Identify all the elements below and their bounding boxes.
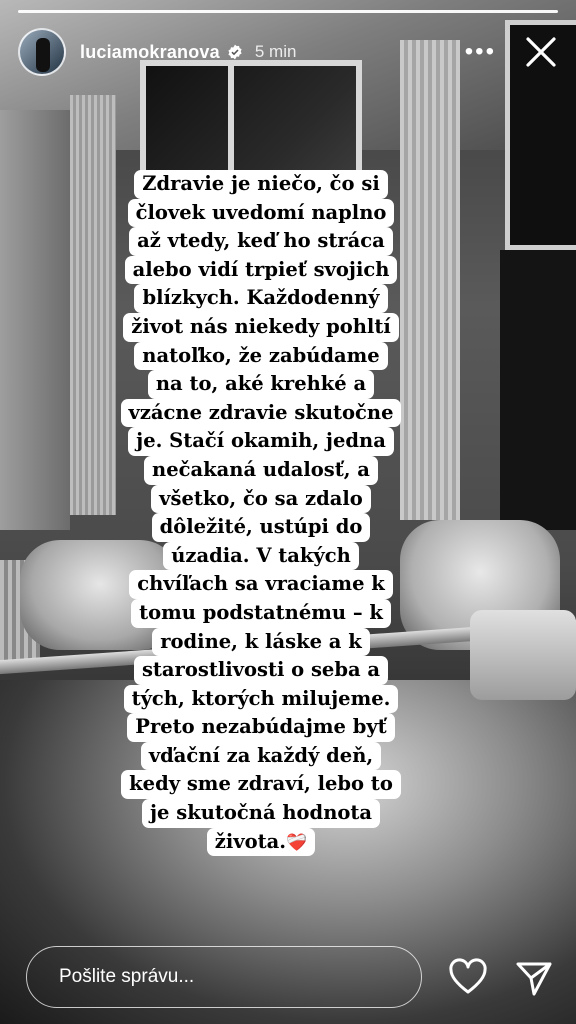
caption-line-text: dôležité, ustúpi do — [159, 515, 363, 539]
caption-row — [100, 313, 422, 342]
caption-row — [100, 570, 422, 599]
caption-line-text: tomu podstatnému – k — [139, 600, 383, 624]
caption-line — [152, 628, 369, 657]
story-header — [18, 24, 558, 80]
caption-line — [134, 284, 387, 313]
caption-row — [100, 656, 422, 685]
caption-line — [129, 570, 393, 599]
caption-row — [100, 742, 422, 771]
caption-row — [100, 370, 422, 399]
caption-line-text: rodine, k láske a k — [160, 629, 362, 653]
caption-row — [100, 227, 422, 256]
caption-row — [100, 485, 422, 514]
caption-row — [100, 770, 422, 799]
wall-left — [0, 110, 70, 530]
caption-line-text: na to, aké krehké a — [155, 372, 367, 396]
caption-row — [100, 456, 422, 485]
caption-line — [134, 170, 387, 199]
caption-row — [100, 399, 422, 428]
caption-line — [134, 656, 388, 685]
message-field-container[interactable] — [26, 946, 422, 1008]
caption-line — [151, 485, 371, 514]
avatar[interactable] — [18, 28, 66, 76]
caption-line — [121, 770, 401, 799]
caption-row — [100, 427, 422, 456]
caption-row — [100, 513, 422, 542]
message-input[interactable] — [57, 965, 401, 989]
caption-line — [163, 542, 359, 571]
caption-line-text: chvíľach sa vraciame k — [137, 572, 385, 596]
caption-line — [144, 456, 378, 485]
caption-line — [125, 256, 398, 285]
medical-monitor — [470, 610, 576, 700]
caption-line-text: všetko, čo sa zdalo — [159, 486, 363, 510]
caption-line-text: až vtedy, keď ho stráca — [137, 229, 385, 253]
caption-line-text: nečakaná udalosť, a — [152, 457, 370, 481]
caption-row — [100, 542, 422, 571]
send-icon[interactable] — [514, 958, 554, 998]
caption-line-text: Preto nezabúdajme byť — [135, 715, 387, 739]
caption-line — [148, 370, 374, 399]
caption-line — [134, 342, 387, 371]
caption-row — [100, 685, 422, 714]
caption-row — [100, 713, 422, 742]
caption-line-text: starostlivosti o seba a — [141, 658, 381, 682]
caption-line — [207, 828, 315, 857]
caption-line-text: kedy sme zdraví, lebo to — [129, 772, 393, 796]
caption-line — [128, 427, 394, 456]
heart-icon[interactable] — [448, 958, 488, 998]
post-time: 5 min — [254, 42, 297, 61]
caption-line-text: vzácne zdravie skutočne — [128, 400, 394, 424]
caption-line-text: vďační za každý deň, — [148, 743, 374, 767]
caption-line — [142, 799, 380, 828]
caption-line — [141, 742, 381, 771]
caption-row — [100, 199, 422, 228]
caption-line — [127, 713, 394, 742]
caption-line-text: blízkych. Každodenný — [142, 286, 380, 310]
close-icon[interactable] — [524, 35, 558, 69]
caption-line-text: alebo vidí trpieť svojich — [132, 257, 390, 281]
caption-line — [131, 599, 391, 628]
mending-heart-emoji: ❤️‍🩹 — [286, 832, 308, 853]
caption-row — [100, 799, 422, 828]
caption-line — [128, 199, 395, 228]
caption-row — [100, 256, 422, 285]
caption-row — [100, 599, 422, 628]
caption-line-text: Zdravie je niečo, čo si — [142, 172, 380, 195]
caption-line — [152, 513, 371, 542]
caption-line-text: je. Stačí okamih, jedna — [136, 429, 386, 453]
caption-line-text: tých, ktorých milujeme. — [131, 686, 391, 710]
caption-line-text: života. — [214, 829, 287, 853]
caption-row — [100, 284, 422, 313]
username[interactable]: luciamokranova — [80, 41, 220, 62]
caption-line — [121, 399, 402, 428]
caption-line-text: život nás niekedy pohltí — [131, 314, 391, 338]
caption-row — [100, 170, 422, 199]
caption-line — [129, 227, 393, 256]
caption-row — [100, 828, 422, 857]
doorway — [500, 250, 576, 530]
caption-line-text: človek uvedomí naplno — [135, 200, 387, 224]
story-caption — [100, 170, 422, 856]
caption-line-text: úzadia. V takých — [171, 543, 351, 567]
caption-row — [100, 342, 422, 371]
caption-line-text: je skutočná hodnota — [149, 801, 373, 825]
verified-badge-icon — [227, 44, 243, 60]
story-progress-bar — [18, 10, 558, 13]
caption-line-text: natoľko, že zabúdame — [142, 343, 380, 367]
more-options-button[interactable]: ••• — [464, 38, 496, 65]
caption-row — [100, 628, 422, 657]
caption-line — [123, 313, 399, 342]
caption-line — [124, 685, 399, 714]
